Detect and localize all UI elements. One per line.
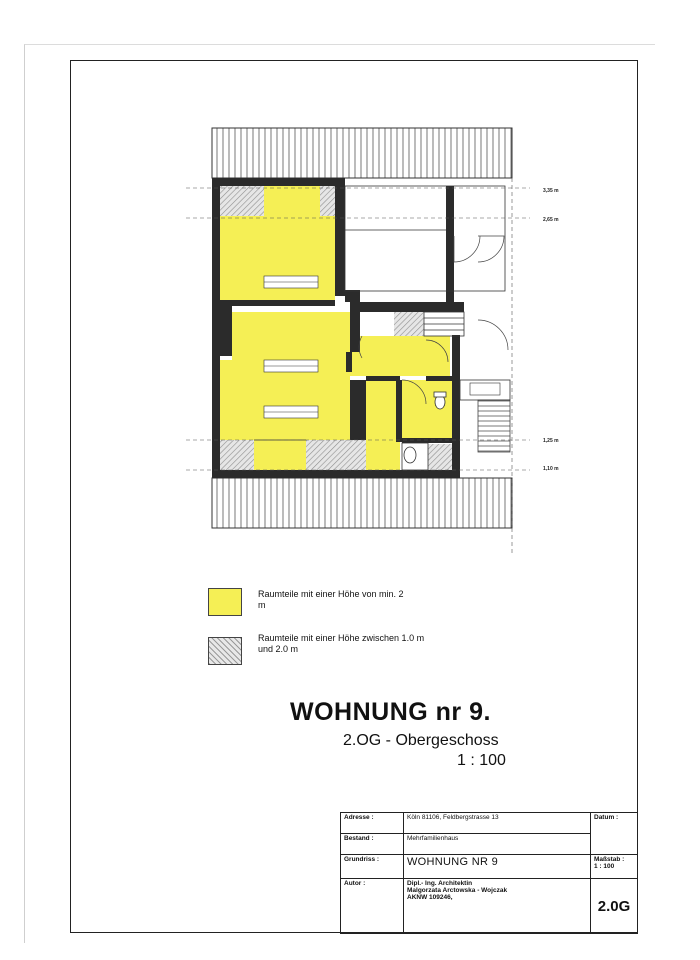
author-line-1: Dipl.- Ing. Architektin	[407, 880, 473, 887]
hatch-area-6	[428, 444, 452, 472]
room-yellow-left	[220, 360, 234, 445]
floor-subtitle: 2.OG - Obergeschoss	[343, 732, 499, 749]
hatch-area-7	[394, 312, 424, 336]
hatch-area-4	[306, 440, 350, 472]
grundriss-label: Grundriss :	[341, 855, 404, 879]
address-value: Köln 81106, Feldbergstrasse 13	[404, 813, 591, 834]
toilet-tank-icon	[434, 392, 446, 397]
staircase-steps	[478, 400, 510, 452]
legend-partial-height-swatch	[208, 637, 242, 665]
author-cell	[404, 879, 591, 934]
scale-label: 1 : 100	[457, 752, 506, 769]
sink-icon	[404, 447, 416, 463]
title-block	[340, 812, 638, 934]
massstab-cell	[591, 855, 638, 879]
level-label-4: 1,10 m	[543, 466, 559, 472]
hatch-area-1	[220, 184, 264, 216]
drawing-title: WOHNUNG nr 9.	[290, 698, 491, 726]
legend-full-height-swatch	[208, 588, 242, 616]
massstab-label: Maßstab :	[594, 856, 625, 863]
massstab-value: 1 : 100	[594, 863, 615, 870]
room-yellow-bath	[400, 380, 452, 440]
level-label-3: 1,25 m	[543, 438, 559, 444]
level-label-1: 3,35 m	[543, 188, 559, 194]
hatch-area-5	[350, 440, 366, 472]
author-label: Autor :	[341, 879, 404, 934]
grundriss-value: WOHNUNG NR 9	[404, 855, 591, 879]
room-yellow-corridor	[366, 376, 400, 472]
hatch-area-3	[220, 440, 254, 472]
level-label-2: 2,65 m	[543, 217, 559, 223]
roof-top	[212, 128, 512, 178]
author-line-2: Malgorzata Arctowska - Wojczak	[407, 887, 508, 894]
date-label: Datum :	[591, 813, 638, 855]
bestand-label: Bestand :	[341, 834, 404, 855]
legend-full-height-text: Raumteile mit einer Höhe von min. 2 m	[258, 589, 404, 610]
address-label: Adresse :	[341, 813, 404, 834]
roof-bottom	[212, 478, 512, 528]
bestand-value: Mehrfamilienhaus	[404, 834, 591, 855]
author-line-3: AKNW 109246,	[407, 894, 453, 901]
legend-partial-height-text: Raumteile mit einer Höhe zwischen 1.0 m und 2.0 m	[258, 633, 425, 654]
sheet-code: 2.0G	[591, 879, 638, 934]
